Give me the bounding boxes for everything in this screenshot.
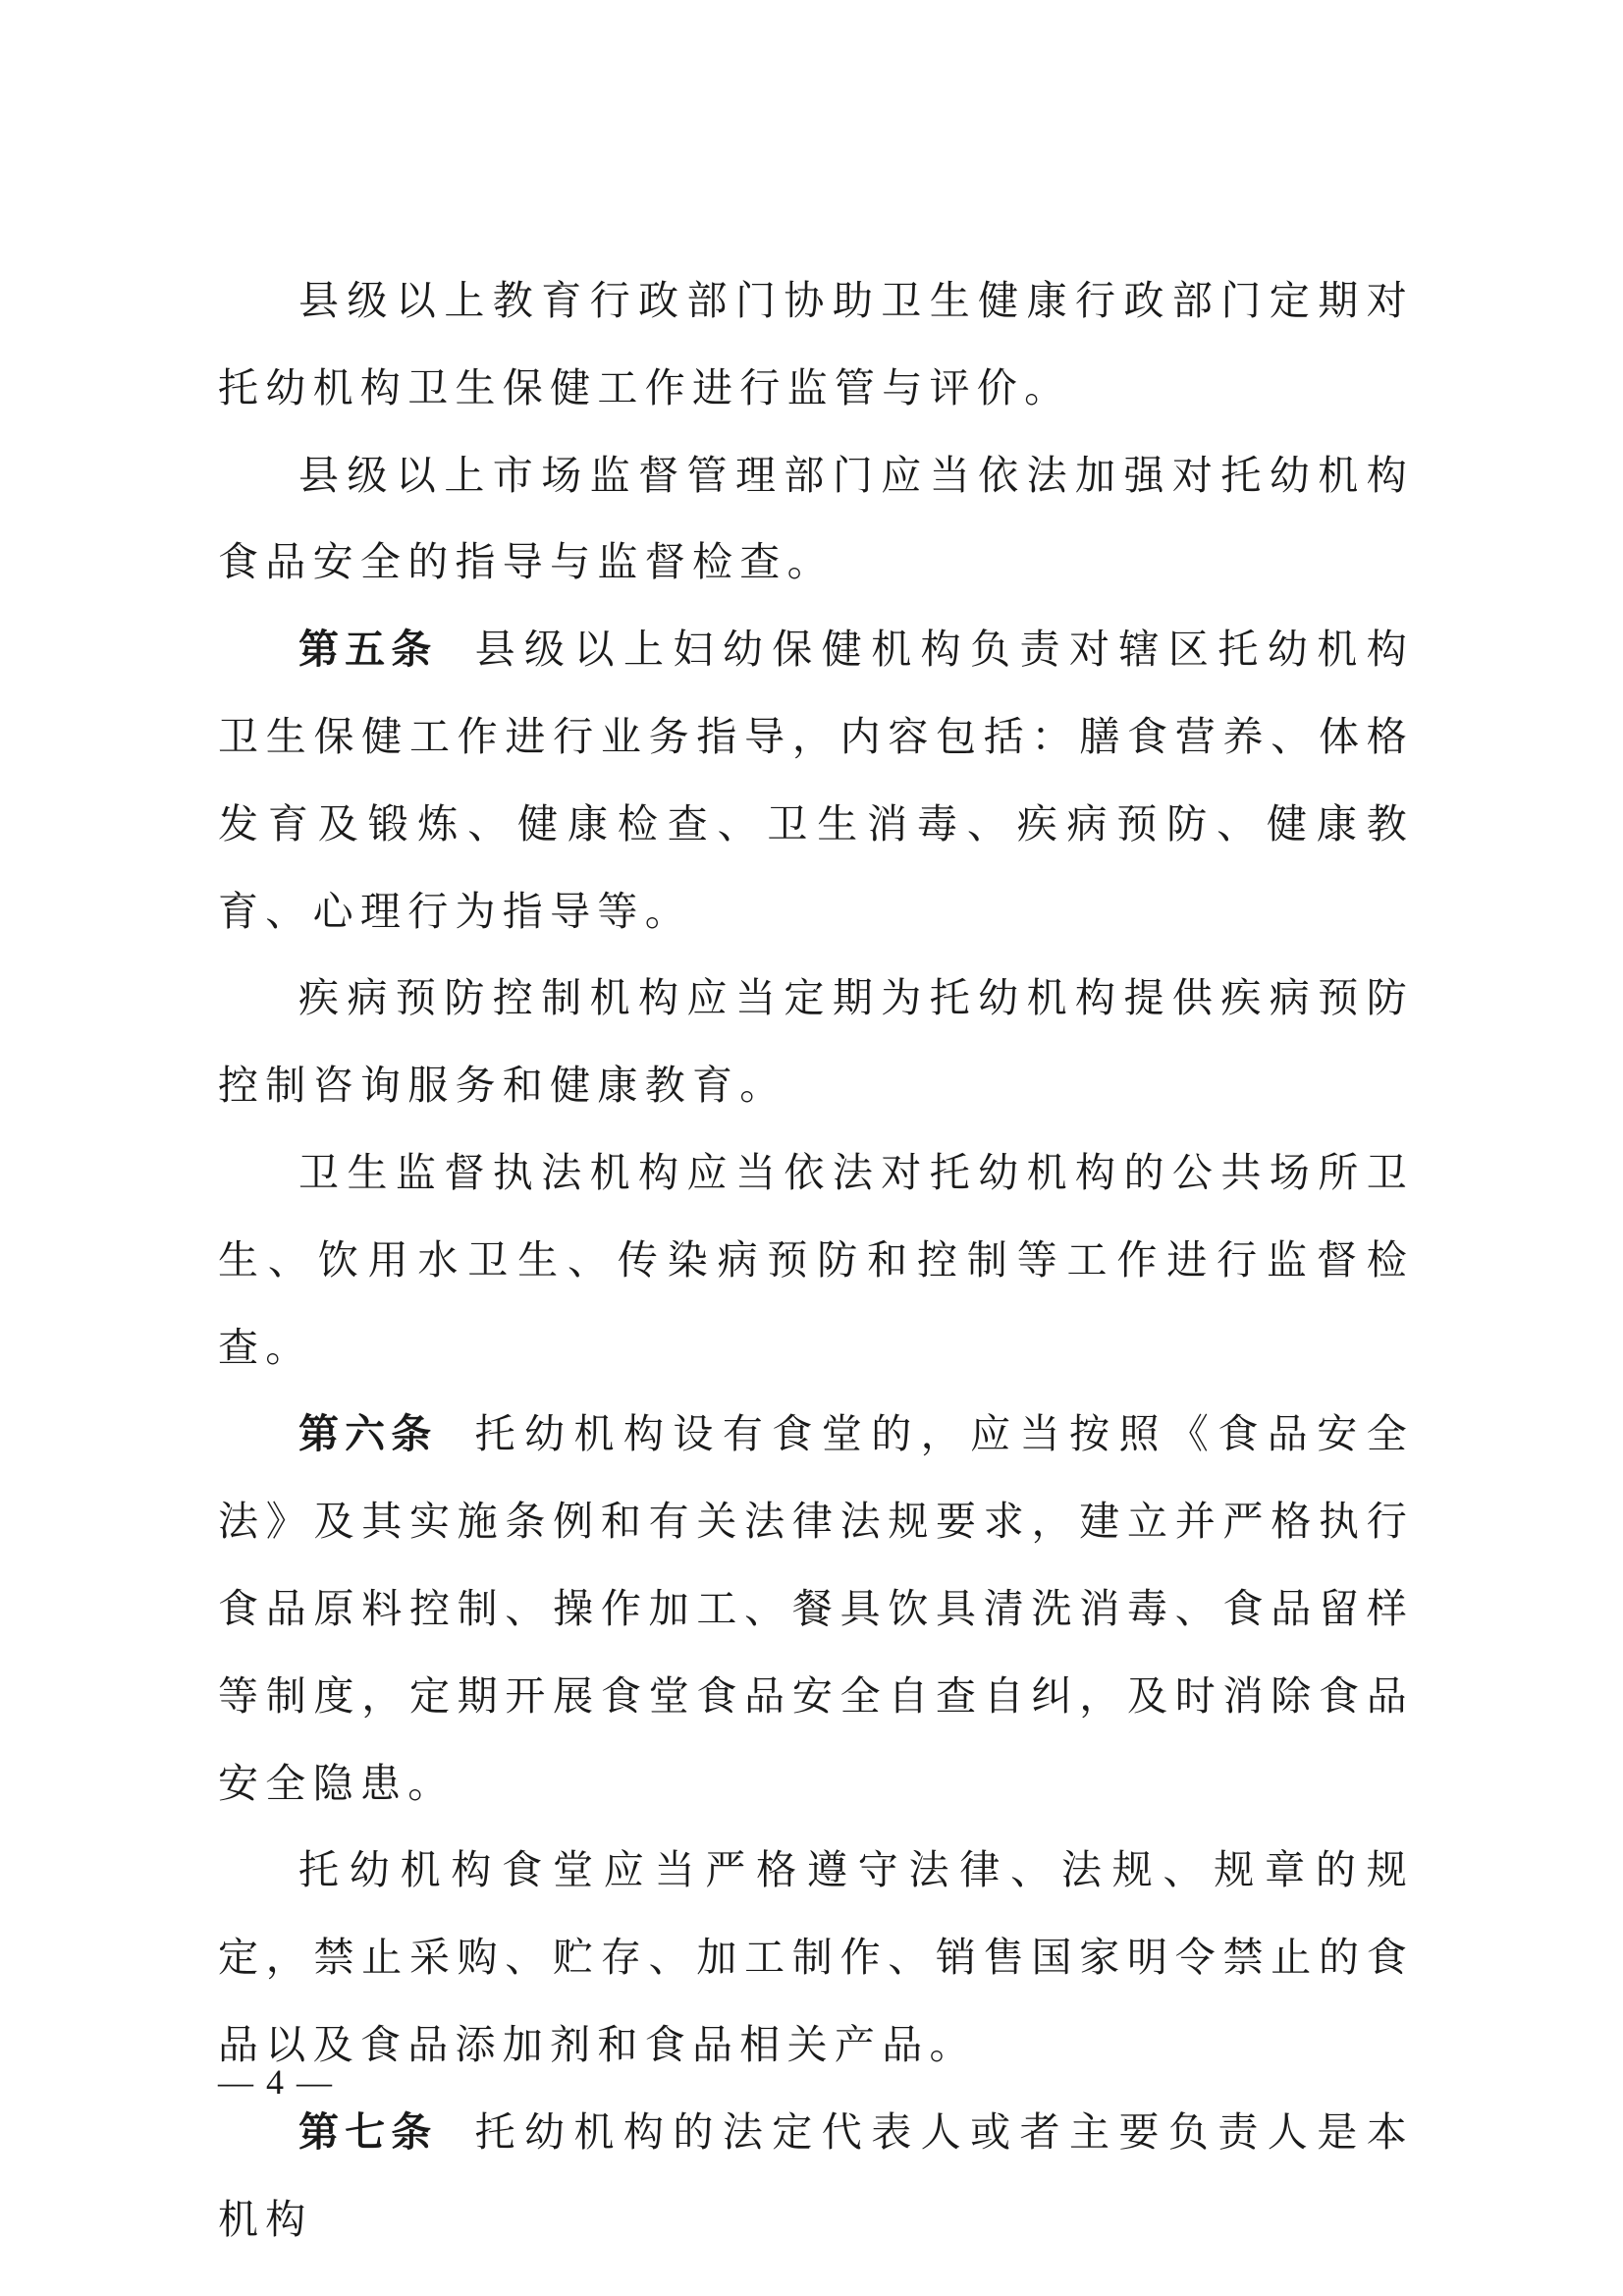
article-heading: 第六条 xyxy=(298,1410,438,1458)
paragraph-text: 县级以上市场监督管理部门应当依法加强对托幼机构食品安全的指导与监督检查。 xyxy=(218,451,1414,586)
paragraph-text: 卫生监督执法机构应当依法对托幼机构的公共场所卫生、饮用水卫生、传染病预防和控制等工作进行监督检查。 xyxy=(218,1148,1414,1371)
paragraph-canteen-rules xyxy=(218,1827,1414,2088)
paragraph-text: 县级以上教育行政部门协助卫生健康行政部门定期对托幼机构卫生保健工作进行监管与评价。 xyxy=(218,277,1414,411)
article-6 xyxy=(218,1391,1414,1827)
paragraph-health-supervision xyxy=(218,1129,1414,1391)
paragraph-education-dept xyxy=(218,257,1414,432)
article-7 xyxy=(218,2089,1414,2264)
article-heading: 第七条 xyxy=(298,2107,438,2156)
page-number: — 4 — xyxy=(218,2062,334,2102)
paragraph-text: 托幼机构食堂应当严格遵守法律、法规、规章的规定，禁止采购、贮存、加工制作、销售国家明令禁止的食品以及食品添加剂和食品相关产品。 xyxy=(218,1846,1414,2068)
paragraph-text: 县级以上妇幼保健机构负责对辖区托幼机构卫生保健工作进行业务指导，内容包括：膳食营养、体格发育及锻炼、健康检查、卫生消毒、疾病预防、健康教育、心理行为指导等。 xyxy=(218,626,1414,935)
paragraph-text: 疾病预防控制机构应当定期为托幼机构提供疾病预防控制咨询服务和健康教育。 xyxy=(218,974,1414,1110)
paragraph-disease-control xyxy=(218,955,1414,1129)
paragraph-text: 托幼机构设有食堂的，应当按照《食品安全法》及其实施条例和有关法律法规要求，建立并严格执行食品原料控制、操作加工、餐具饮具清洗消毒、食品留样等制度，定期开展食堂食品安全自查自纠，及时消除食品安全隐患。 xyxy=(218,1410,1414,1807)
article-5 xyxy=(218,606,1414,955)
document-body xyxy=(218,257,1414,2263)
article-heading: 第五条 xyxy=(298,626,438,674)
paragraph-text: 托幼机构的法定代表人或者主要负责人是本机构 xyxy=(218,2107,1414,2243)
paragraph-market-supervision xyxy=(218,432,1414,607)
